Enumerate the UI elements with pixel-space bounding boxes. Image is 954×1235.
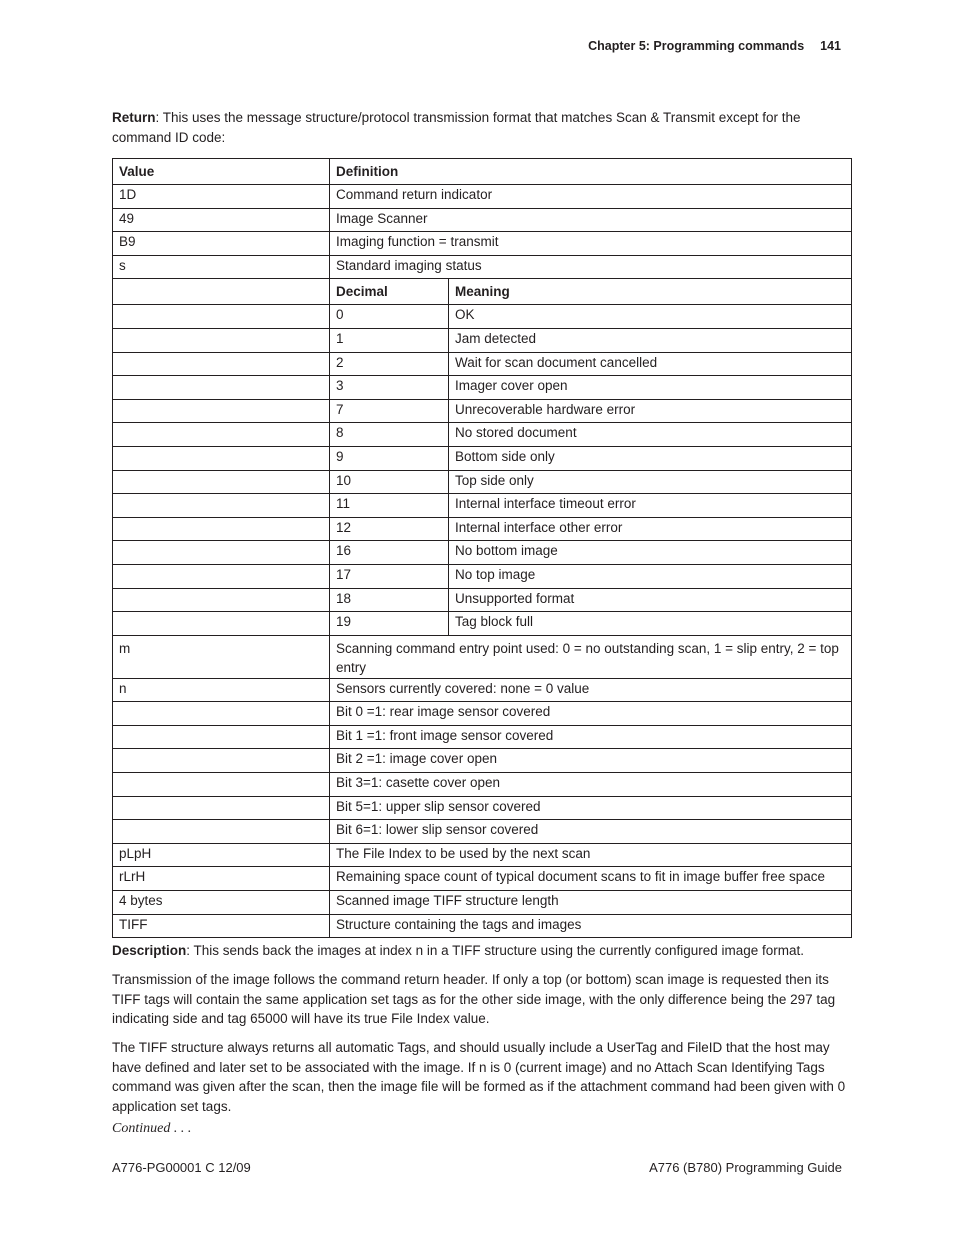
meaning-cell: Jam detected xyxy=(449,328,852,352)
decimal-cell: 11 xyxy=(330,494,449,518)
empty-value-cell xyxy=(113,305,330,329)
decimal-cell: 10 xyxy=(330,470,449,494)
value-cell: n xyxy=(113,678,330,702)
empty-value-cell xyxy=(113,564,330,588)
meaning-cell: Bottom side only xyxy=(449,446,852,470)
value-cell xyxy=(113,796,330,820)
meaning-cell: Internal interface other error xyxy=(449,517,852,541)
definition-cell: Remaining space count of typical document scans to fit in image buffer free space xyxy=(330,867,852,891)
footer-guide-title: A776 (B780) Programming Guide xyxy=(649,1160,842,1175)
status-subheader-row xyxy=(113,279,852,305)
continued-note: Continued . . . xyxy=(112,1121,192,1136)
subheader-decimal: Decimal xyxy=(330,279,449,305)
page-number: 141 xyxy=(820,39,841,53)
column-header-definition: Definition xyxy=(330,159,852,185)
return-intro xyxy=(112,108,842,147)
definition-cell: Structure containing the tags and images xyxy=(330,914,852,938)
table-row xyxy=(113,702,852,726)
definition-cell: Scanning command entry point used: 0 = no outstanding scan, 1 = slip entry, 2 = top entry xyxy=(330,635,852,678)
page-header xyxy=(588,39,841,53)
value-cell xyxy=(113,749,330,773)
decimal-cell: 17 xyxy=(330,564,449,588)
subheader-meaning: Meaning xyxy=(449,279,852,305)
definition-cell: Bit 1 =1: front image sensor covered xyxy=(330,725,852,749)
empty-value-cell xyxy=(113,588,330,612)
empty-value-cell xyxy=(113,470,330,494)
transmission-text: Transmission of the image follows the command return header. If only a top (or bottom) scan image is requested then its TIFF tags will contain the same application set tags as for the other side image, with the only difference being the 297 tag indicating side and tag 65000 will have its true File Index value. xyxy=(112,972,836,1026)
transmission-paragraph xyxy=(112,970,847,1029)
empty-value-cell xyxy=(113,376,330,400)
definition-cell: Sensors currently covered: none = 0 value xyxy=(330,678,852,702)
empty-value-cell xyxy=(113,399,330,423)
empty-value-cell xyxy=(113,279,330,305)
status-row xyxy=(113,517,852,541)
value-cell: 4 bytes xyxy=(113,891,330,915)
definition-cell: Image Scanner xyxy=(330,208,852,232)
table-row xyxy=(113,232,852,256)
return-table xyxy=(112,158,852,938)
definition-cell: Bit 6=1: lower slip sensor covered xyxy=(330,820,852,844)
empty-value-cell xyxy=(113,423,330,447)
value-cell: B9 xyxy=(113,232,330,256)
value-cell: 49 xyxy=(113,208,330,232)
empty-value-cell xyxy=(113,328,330,352)
definition-cell: The File Index to be used by the next scan xyxy=(330,843,852,867)
tiff-structure-paragraph xyxy=(112,1038,847,1116)
definition-cell: Bit 2 =1: image cover open xyxy=(330,749,852,773)
empty-value-cell xyxy=(113,612,330,636)
status-row xyxy=(113,494,852,518)
status-row xyxy=(113,399,852,423)
table-row xyxy=(113,914,852,938)
decimal-cell: 12 xyxy=(330,517,449,541)
empty-value-cell xyxy=(113,352,330,376)
definition-cell: Imaging function = transmit xyxy=(330,232,852,256)
chapter-title: Chapter 5: Programming commands xyxy=(588,39,805,53)
value-cell xyxy=(113,773,330,797)
table-row xyxy=(113,678,852,702)
status-row xyxy=(113,470,852,494)
status-row xyxy=(113,352,852,376)
table-row xyxy=(113,725,852,749)
decimal-cell: 3 xyxy=(330,376,449,400)
status-row xyxy=(113,446,852,470)
tiff-structure-text: The TIFF structure always returns all automatic Tags, and should usually include a UserTag and FileID that the host may have defined and later set to be associated with the image. If n is 0 (current image) and no Attach Scan Identifying Tags command was given after the scan, then the image file will be formed as if the attachment command had been given with 0 application set tags. xyxy=(112,1040,846,1114)
meaning-cell: Wait for scan document cancelled xyxy=(449,352,852,376)
definition-cell: Scanned image TIFF structure length xyxy=(330,891,852,915)
table-row xyxy=(113,185,852,209)
table-row xyxy=(113,773,852,797)
footer-doc-id: A776-PG00001 C 12/09 xyxy=(112,1160,251,1175)
value-cell xyxy=(113,820,330,844)
meaning-cell: No top image xyxy=(449,564,852,588)
return-label: Return xyxy=(112,110,156,125)
table-row xyxy=(113,749,852,773)
definition-cell: Standard imaging status xyxy=(330,255,852,279)
return-text: : This uses the message structure/protocol transmission format that matches Scan & Transmit except for the command ID code: xyxy=(112,110,801,145)
table-row xyxy=(113,867,852,891)
value-cell: s xyxy=(113,255,330,279)
meaning-cell: No bottom image xyxy=(449,541,852,565)
description-text: : This sends back the images at index n in a TIFF structure using the currently configured image format. xyxy=(186,943,805,958)
table-row xyxy=(113,208,852,232)
return-table-body xyxy=(113,159,852,938)
decimal-cell: 7 xyxy=(330,399,449,423)
decimal-cell: 9 xyxy=(330,446,449,470)
definition-cell: Bit 0 =1: rear image sensor covered xyxy=(330,702,852,726)
meaning-cell: Tag block full xyxy=(449,612,852,636)
value-cell: TIFF xyxy=(113,914,330,938)
status-row xyxy=(113,328,852,352)
table-row xyxy=(113,820,852,844)
definition-cell: Bit 3=1: casette cover open xyxy=(330,773,852,797)
value-cell: pLpH xyxy=(113,843,330,867)
empty-value-cell xyxy=(113,517,330,541)
value-cell xyxy=(113,702,330,726)
meaning-cell: Imager cover open xyxy=(449,376,852,400)
value-cell: rLrH xyxy=(113,867,330,891)
decimal-cell: 19 xyxy=(330,612,449,636)
definition-cell: Command return indicator xyxy=(330,185,852,209)
meaning-cell: Unrecoverable hardware error xyxy=(449,399,852,423)
status-row xyxy=(113,541,852,565)
status-row xyxy=(113,305,852,329)
meaning-cell: Top side only xyxy=(449,470,852,494)
description-label: Description xyxy=(112,943,187,958)
definition-cell: Bit 5=1: upper slip sensor covered xyxy=(330,796,852,820)
description-paragraph xyxy=(112,941,847,961)
decimal-cell: 8 xyxy=(330,423,449,447)
meaning-cell: No stored document xyxy=(449,423,852,447)
column-header-value: Value xyxy=(113,159,330,185)
table-row xyxy=(113,796,852,820)
status-row xyxy=(113,588,852,612)
decimal-cell: 2 xyxy=(330,352,449,376)
table-row xyxy=(113,843,852,867)
value-cell xyxy=(113,725,330,749)
table-row xyxy=(113,891,852,915)
table-header-row xyxy=(113,159,852,185)
decimal-cell: 16 xyxy=(330,541,449,565)
status-row xyxy=(113,612,852,636)
meaning-cell: Internal interface timeout error xyxy=(449,494,852,518)
decimal-cell: 0 xyxy=(330,305,449,329)
value-cell: 1D xyxy=(113,185,330,209)
value-cell: m xyxy=(113,635,330,678)
empty-value-cell xyxy=(113,446,330,470)
decimal-cell: 1 xyxy=(330,328,449,352)
status-row xyxy=(113,564,852,588)
status-row xyxy=(113,423,852,447)
empty-value-cell xyxy=(113,541,330,565)
meaning-cell: OK xyxy=(449,305,852,329)
table-row xyxy=(113,255,852,279)
status-row xyxy=(113,376,852,400)
decimal-cell: 18 xyxy=(330,588,449,612)
meaning-cell: Unsupported format xyxy=(449,588,852,612)
empty-value-cell xyxy=(113,494,330,518)
table-row xyxy=(113,635,852,678)
